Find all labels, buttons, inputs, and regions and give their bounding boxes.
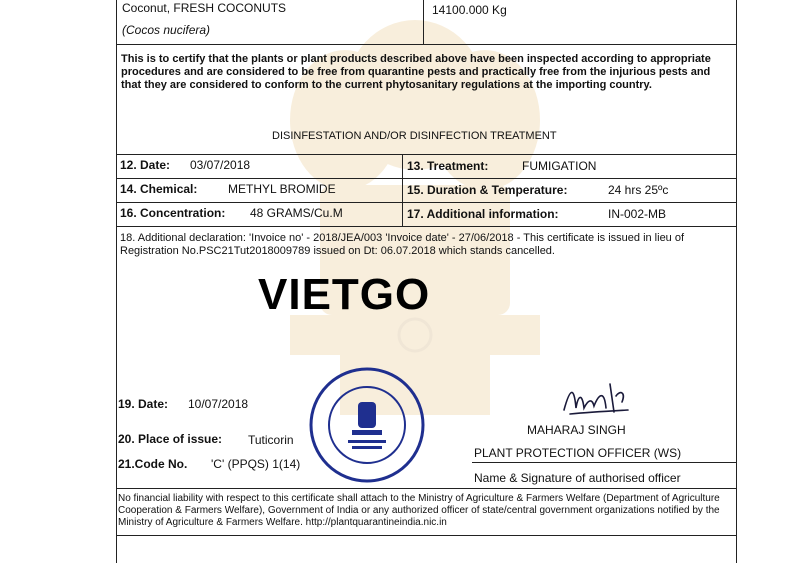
treatment-date-label: 12. Date:	[120, 158, 171, 172]
signature-icon	[560, 378, 632, 420]
signature-caption: Name & Signature of authorised officer	[474, 471, 681, 485]
place-of-issue-label: 20. Place of issue:	[118, 432, 223, 446]
official-stamp-icon	[308, 366, 426, 484]
treatment-date-value: 03/07/2018	[190, 158, 251, 172]
additional-declaration: 18. Additional declaration: 'Invoice no' - 2018/JEA/003 'Invoice date' - 27/06/2018 - This certificate is issued in lieu of Registration No.PSC21Tut2018009789 issued on Dt: 06.07.2018 which stands cancelled.	[120, 232, 685, 257]
additional-info-value: IN-002-MB	[608, 207, 667, 221]
additional-info-label: 17. Additional information:	[407, 207, 559, 221]
chemical-label: 14. Chemical:	[120, 182, 198, 196]
concentration-label: 16. Concentration:	[120, 206, 226, 220]
issue-date-label: 19. Date:	[118, 397, 169, 411]
quantity: 14100.000 Kg	[432, 3, 507, 17]
commodity-name: Coconut, FRESH COCONUTS	[122, 1, 287, 15]
liability-footer: No financial liability with respect to this certificate shall attach to the Ministry of Agriculture & Farmers Welfare (Department of Agriculture Cooperation & Farmers Welfare), Government of India or any authorized officer of state/central government organizations notified by the Ministry of Agriculture & Farmers Welfare. http://plantquarantineindia.nic.in	[118, 493, 720, 528]
treatment-type-value: FUMIGATION	[522, 159, 597, 173]
duration-label: 15. Duration & Temperature:	[407, 183, 568, 197]
certification-text: This is to certify that the plants or plant products described above have been inspected according to appropriate procedures and are considered to be free from quarantine pests and practically free from the injurious pests and that they are considered to conform to the current phytosanitary regulations at the importing country.	[121, 53, 711, 91]
vietgo-watermark: VIETGO	[258, 270, 431, 319]
duration-value: 24 hrs 25ºc	[608, 183, 669, 197]
treatment-header: DISINFESTATION AND/OR DISINFECTION TREATMENT	[272, 130, 557, 142]
officer-name: MAHARAJ SINGH	[527, 423, 626, 437]
code-no-value: 'C' (PPQS) 1(14)	[211, 457, 301, 471]
botanical-name: (Cocos nucifera)	[122, 23, 211, 37]
issue-date-value: 10/07/2018	[188, 397, 249, 411]
officer-title: PLANT PROTECTION OFFICER (WS)	[474, 446, 682, 460]
treatment-type-label: 13. Treatment:	[407, 159, 489, 173]
code-no-label: 21.Code No.	[118, 457, 188, 471]
concentration-value: 48 GRAMS/Cu.M	[250, 206, 343, 220]
chemical-value: METHYL BROMIDE	[228, 182, 336, 196]
place-of-issue-value: Tuticorin	[248, 433, 294, 447]
